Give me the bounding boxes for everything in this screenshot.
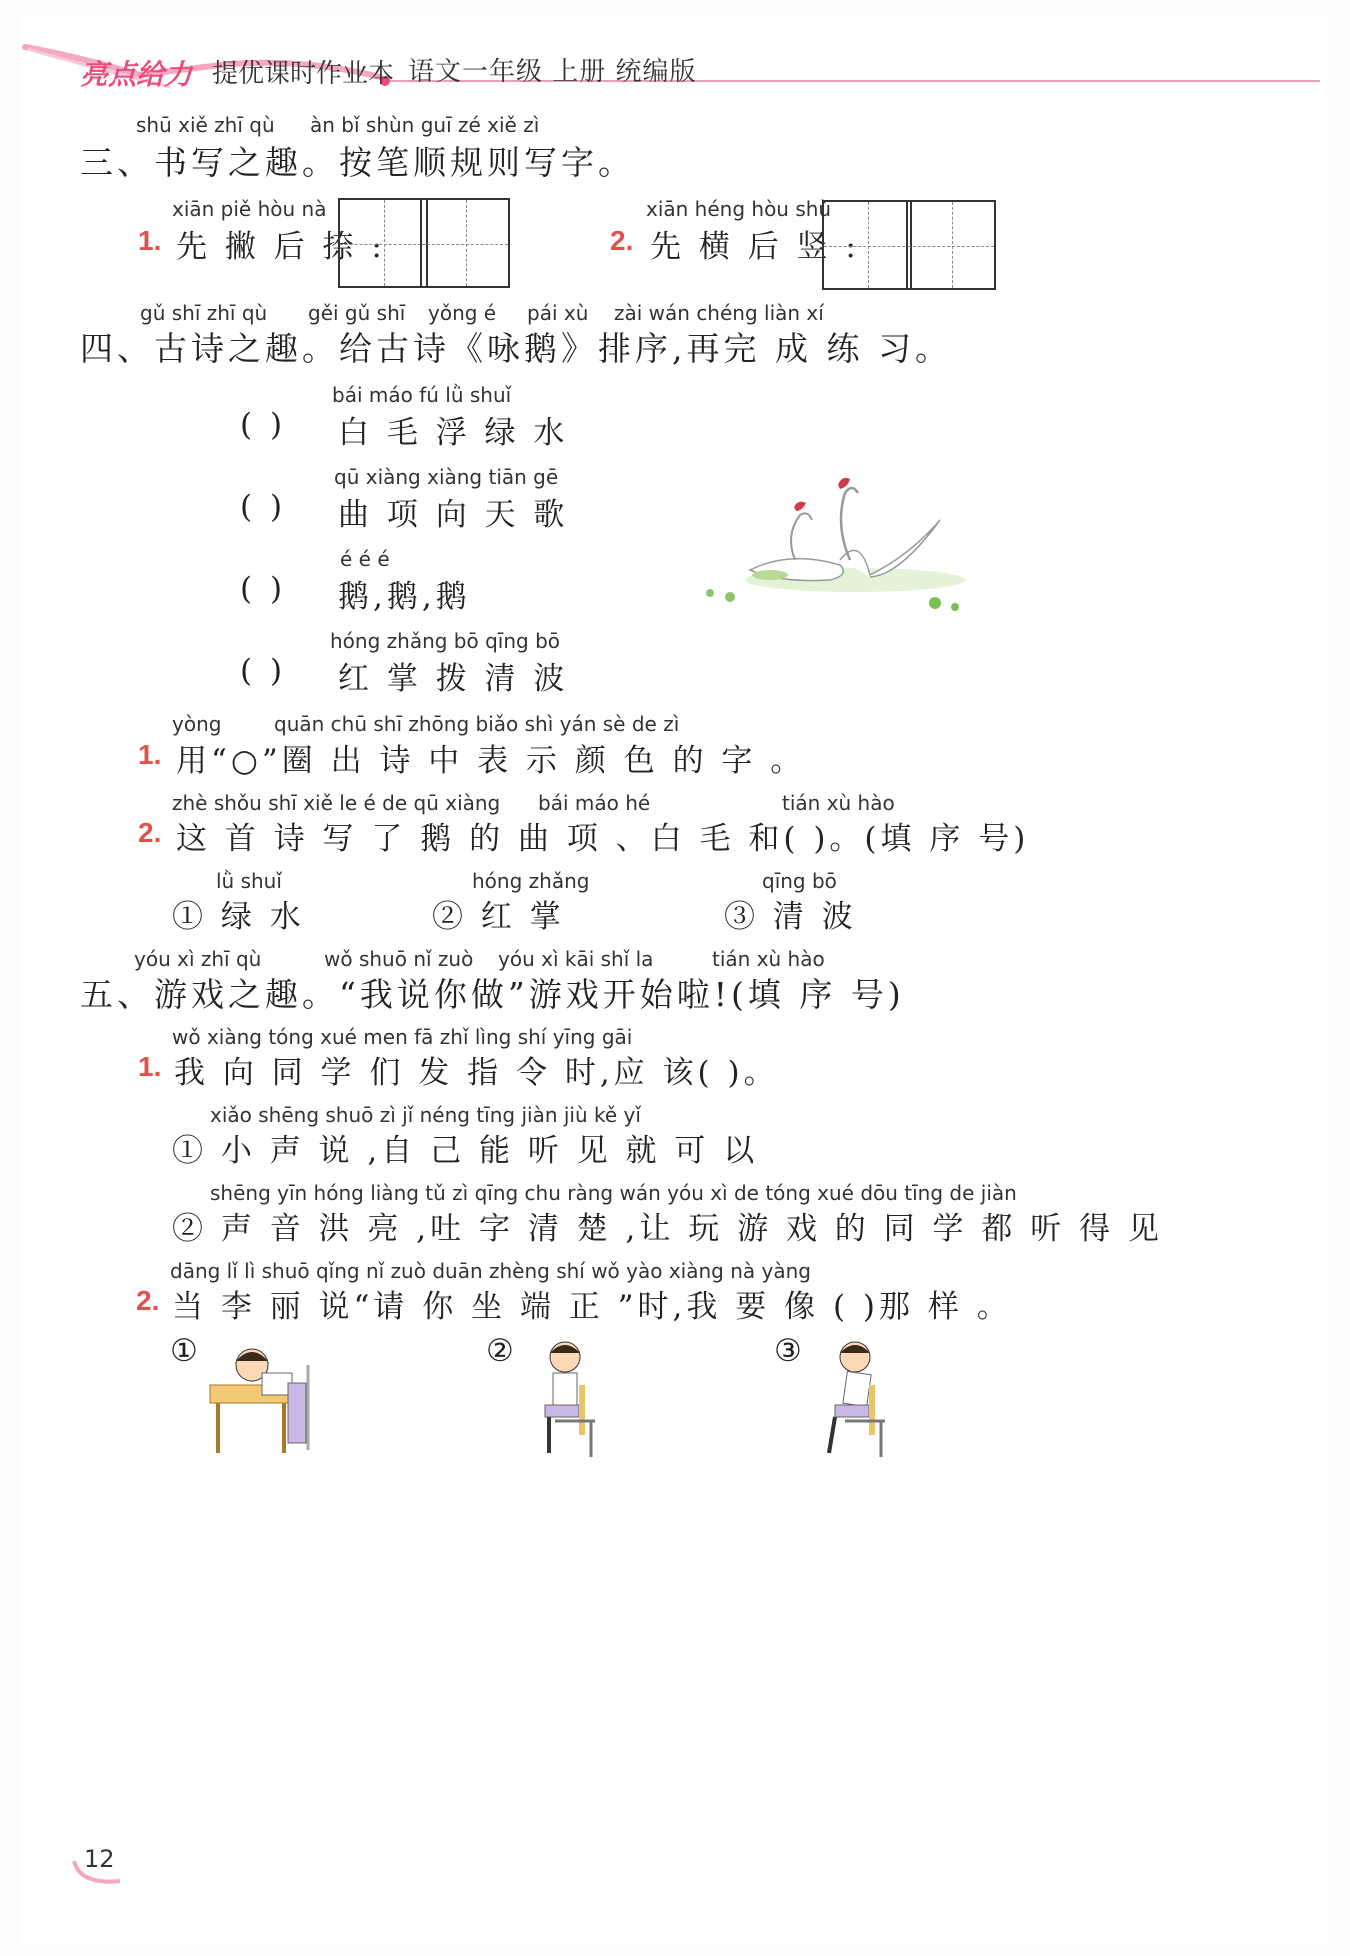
writing-box[interactable] bbox=[822, 200, 912, 290]
picture-2-label: ② bbox=[486, 1333, 518, 1369]
s5-q2-text: 当 李 丽 说“请 你 坐 端 正 ”时,我 要 像 ( )那 样 。 bbox=[172, 1289, 1012, 1325]
child-slumped-on-desk-illustration bbox=[200, 1335, 340, 1465]
s5-q1-pinyin: wǒ xiàng tóng xué men fā zhǐ lìng shí yīng gāi bbox=[172, 1025, 633, 1049]
s3-item1-pinyin: xiān piě hòu nà bbox=[172, 197, 327, 221]
s3-item2-text: 先 横 后 竖 : bbox=[650, 229, 860, 265]
s5-q2-number: 2. bbox=[136, 1285, 160, 1316]
s5-title-pinyin-4: tián xù hào bbox=[712, 947, 825, 971]
s4-q1-pinyin-1: yòng bbox=[172, 712, 222, 736]
child-sitting-leaning-illustration bbox=[805, 1335, 905, 1465]
s5-title-pinyin-1: yóu xì zhī qù bbox=[134, 947, 262, 971]
s4-q2-text: 这 首 诗 写 了 鹅 的 曲 项 、白 毛 和( )。(填 序 号) bbox=[176, 821, 1030, 857]
s5-q2-pinyin: dāng lǐ lì shuō qǐng nǐ zuò duān zhèng shí wǒ yào xiàng nà yàng bbox=[170, 1259, 811, 1283]
picture-3-label: ③ bbox=[774, 1333, 806, 1369]
poem-line-4-text: 红 掌 拨 清 波 bbox=[338, 661, 569, 697]
s4-q1-text: 用“○”圈 出 诗 中 表 示 颜 色 的 字 。 bbox=[176, 743, 806, 779]
header-grade: 语文一年级 上册 统编版 bbox=[408, 57, 697, 87]
s5-title-pinyin-3: yóu xì kāi shǐ la bbox=[498, 947, 654, 971]
poem-line-4-order[interactable]: ( ) bbox=[240, 653, 287, 689]
s4-title-pinyin-2: gěi gǔ shī bbox=[308, 301, 406, 325]
s5-q1-option2: ② 声 音 洪 亮 ,吐 字 清 楚 ,让 玩 游 戏 的 同 学 都 听 得 见 bbox=[172, 1211, 1163, 1247]
writing-box[interactable] bbox=[338, 198, 428, 288]
option-3-pinyin: qīng bō bbox=[762, 869, 837, 893]
poem-line-3-pinyin: é é é bbox=[340, 547, 390, 571]
poem-line-1-text: 白 毛 浮 绿 水 bbox=[338, 415, 569, 451]
s4-title-pinyin-5: zài wán chéng liàn xí bbox=[614, 301, 824, 325]
poem-line-1-pinyin: bái máo fú lǜ shuǐ bbox=[332, 383, 512, 407]
goose-illustration bbox=[690, 465, 1010, 625]
s5-q1-option1-pinyin: xiǎo shēng shuō zì jǐ néng tīng jiàn jiù kě yǐ bbox=[210, 1103, 641, 1127]
poem-line-3-order[interactable]: ( ) bbox=[240, 571, 287, 607]
s4-q2-pinyin-3: tián xù hào bbox=[782, 791, 895, 815]
s3-item2-number: 2. bbox=[610, 225, 634, 256]
writing-box[interactable] bbox=[906, 200, 996, 290]
s4-title-pinyin-1: gǔ shī zhī qù bbox=[140, 301, 268, 325]
picture-1-label: ① bbox=[170, 1333, 202, 1369]
s4-title: 四、古诗之趣。给古诗《咏鹅》排序,再完 成 练 习。 bbox=[80, 329, 952, 368]
s5-q1-option2-pinyin: shēng yīn hóng liàng tǔ zì qīng chu ràng wán yóu xì de tóng xué dōu tīng de jiàn bbox=[210, 1181, 1017, 1205]
header-logo: 亮点给力 bbox=[80, 58, 193, 91]
poem-line-2-pinyin: qū xiàng xiàng tiān gē bbox=[334, 465, 559, 489]
option-1: ① 绿 水 bbox=[172, 899, 305, 935]
s3-title-pinyin-1: shū xiě zhī qù bbox=[136, 113, 275, 137]
s4-title-pinyin-3: yǒng é bbox=[428, 301, 497, 325]
poem-line-2-text: 曲 项 向 天 歌 bbox=[338, 497, 569, 533]
option-3: ③ 清 波 bbox=[724, 899, 857, 935]
s5-title: 五、游戏之趣。“我说你做”游戏开始啦!(填 序 号) bbox=[80, 975, 905, 1014]
poem-line-3-text: 鹅,鹅,鹅 bbox=[338, 579, 471, 615]
s4-q1-pinyin-2: quān chū shī zhōng biǎo shì yán sè de zì bbox=[274, 712, 680, 736]
poem-line-4-pinyin: hóng zhǎng bō qīng bō bbox=[330, 629, 560, 653]
writing-box[interactable] bbox=[420, 198, 510, 288]
option-2-pinyin: hóng zhǎng bbox=[472, 869, 590, 893]
s3-title: 三、书写之趣。按笔顺规则写字。 bbox=[80, 143, 635, 182]
s4-title-pinyin-4: pái xù bbox=[527, 301, 589, 325]
s5-title-pinyin-2: wǒ shuō nǐ zuò bbox=[324, 947, 474, 971]
option-2: ② 红 掌 bbox=[432, 899, 565, 935]
s4-q2-pinyin-2: bái máo hé bbox=[538, 791, 651, 815]
s4-q2-pinyin-1: zhè shǒu shī xiě le é de qū xiàng bbox=[172, 791, 501, 815]
header-subtitle: 提优课时作业本 bbox=[212, 59, 395, 89]
child-sitting-upright-illustration bbox=[515, 1335, 615, 1465]
s3-item1-number: 1. bbox=[138, 225, 162, 256]
worksheet-page bbox=[20, 15, 1330, 1945]
option-1-pinyin: lǜ shuǐ bbox=[216, 869, 282, 893]
s3-title-pinyin-2: àn bǐ shùn guī zé xiě zì bbox=[310, 113, 540, 137]
s5-q1-number: 1. bbox=[138, 1051, 162, 1082]
poem-line-1-order[interactable]: ( ) bbox=[240, 407, 287, 443]
s3-item1-text: 先 撇 后 捺 : bbox=[176, 229, 386, 265]
s5-q1-option1: ① 小 声 说 ,自 己 能 听 见 就 可 以 bbox=[172, 1133, 759, 1169]
page-number: 12 bbox=[84, 1845, 115, 1873]
s5-q1-text: 我 向 同 学 们 发 指 令 时,应 该( )。 bbox=[174, 1055, 779, 1091]
s4-q1-number: 1. bbox=[138, 739, 162, 770]
poem-line-2-order[interactable]: ( ) bbox=[240, 489, 287, 525]
s4-q2-number: 2. bbox=[138, 817, 162, 848]
s3-item2-pinyin: xiān héng hòu shù bbox=[646, 197, 832, 221]
